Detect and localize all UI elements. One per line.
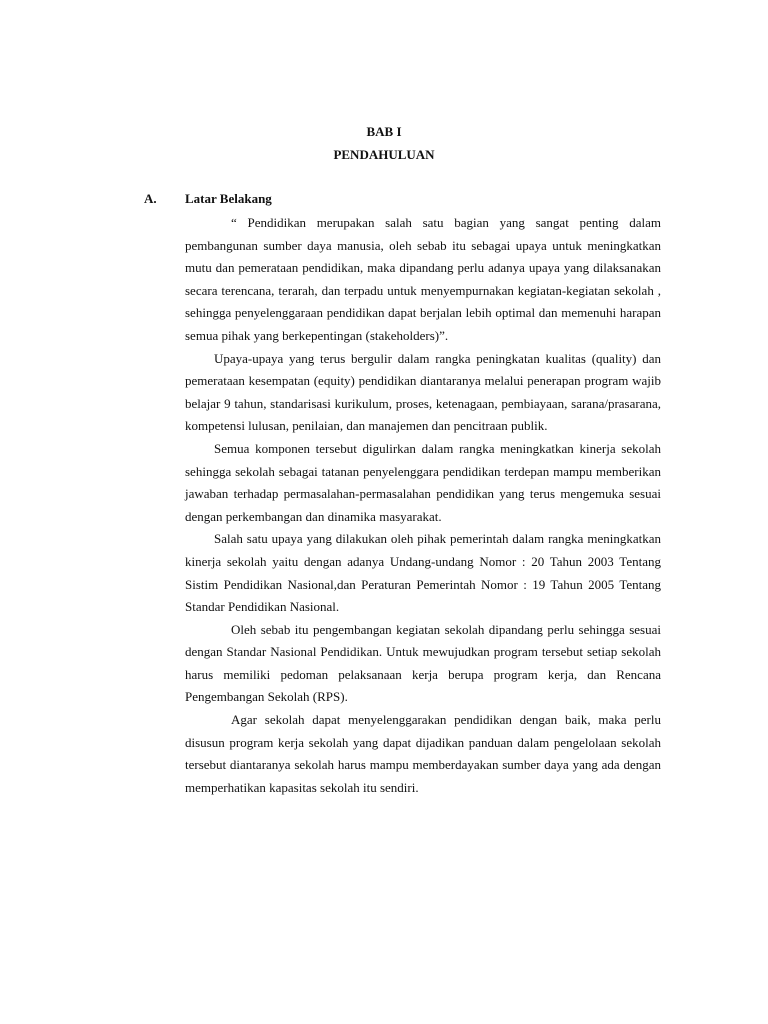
body-text — [185, 212, 661, 799]
chapter-title: PENDAHULUAN — [333, 147, 435, 162]
section-title: Latar Belakang — [185, 191, 272, 206]
paragraph-quote: “ Pendidikan merupakan salah satu bagian yang sangat penting dalam pembangunan sumber daya manusia, oleh sebab itu sebagai upaya untuk meningkatkan mutu dan pemerataan pendidikan, maka dipandang perlu adanya upaya yang dilaksanakan secara terencana, terarah, dan terpadu untuk menyempurnakan kegiatan-kegiatan sekolah , sehingga penyelenggaraan pendidikan dapat berjalan lebih optimal dan memenuhi harapan semua pihak yang berkepentingan (stakeholders)”. — [185, 215, 661, 343]
paragraph-development: Oleh sebab itu pengembangan kegiatan sekolah dipandang perlu sehingga sesuai dengan Standar Nasional Pendidikan. Untuk mewujudkan program tersebut setiap sekolah harus memiliki pedoman pelaksanaan kerja berupa program kerja, dan Rencana Pengembangan Sekolah (RPS). — [185, 621, 661, 705]
paragraph-government: Salah satu upaya yang dilakukan oleh pihak pemerintah dalam rangka meningkatkan kinerja sekolah yaitu dengan adanya Undang-undang Nomor : 20 Tahun 2003 Tentang Sistim Pendidikan Nasional,dan Peraturan Pemerintah Nomor : 19 Tahun 2005 Tentang Standar Pendidikan Nasional. — [185, 531, 661, 615]
chapter-number: BAB I — [366, 124, 402, 139]
paragraph-efforts: Upaya-upaya yang terus bergulir dalam rangka peningkatan kualitas (quality) dan pemerataan kesempatan (equity) pendidikan diantaranya melalui penerapan program wajib belajar 9 tahun, standarisasi kurikulum, proses, ketenagaan, pembiayaan, sarana/prasarana, kompetensi lulusan, penilaian, dan manajemen dan pencitraan publik. — [185, 350, 661, 434]
paragraph-program: Agar sekolah dapat menyelenggarakan pendidikan dengan baik, maka perlu disusun program kerja sekolah yang dapat dijadikan panduan dalam pengelolaan sekolah tersebut diantaranya sekolah harus mampu memberdayakan sumber daya yang ada dengan memperhatikan kapasitas sekolah itu sendiri. — [185, 712, 661, 795]
section-number: A. — [144, 191, 157, 206]
paragraph-components: Semua komponen tersebut digulirkan dalam rangka meningkatkan kinerja sekolah sehingga sekolah sebagai tatanan penyelenggara pendidikan terdepan mampu memberikan jawaban terhadap permasalahan-permasalahan pendidikan yang terus mengemuka sesuai dengan perkembangan dan dinamika masyarakat. — [185, 440, 661, 524]
